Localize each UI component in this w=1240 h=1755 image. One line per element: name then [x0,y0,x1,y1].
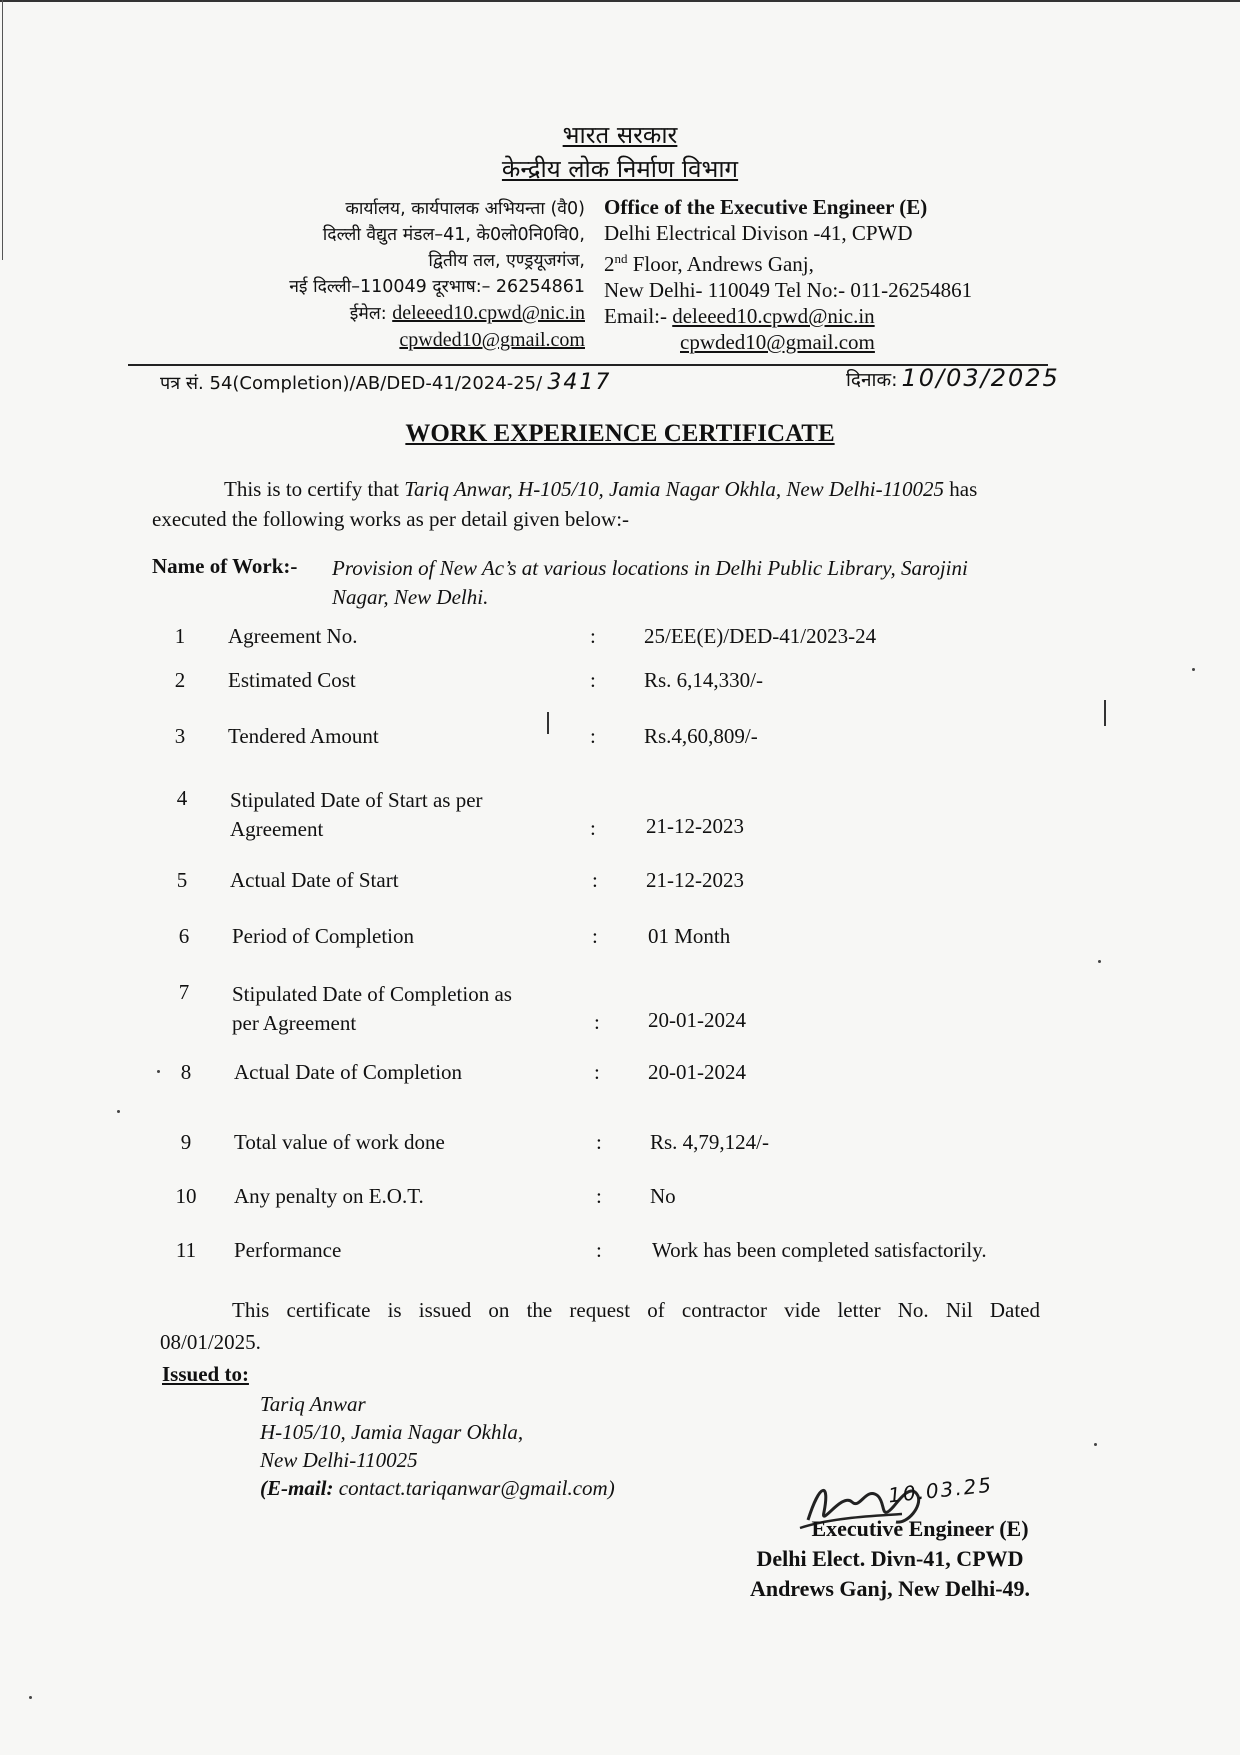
hindi-email-line [289,300,585,327]
english-address-block [604,194,972,355]
certificate-title: WORK EXPERIENCE CERTIFICATE [405,420,835,447]
hindi-email-link-1[interactable]: deleeed10.cpwd@nic.in [392,302,585,324]
english-email-label: Email:- [604,304,667,328]
intro-paragraph: This is to certify that Tariq Anwar, H-105/10, Jamia Nagar Okhla, New Delhi-110025 has executed the following works as per detail given below:- [152,477,978,531]
english-email-line [604,303,972,329]
name-of-work-label: Name of Work:- [152,554,298,578]
signatory-designation: Executive Engineer (E) [811,1516,1029,1541]
contractor-details: Tariq Anwar, H-105/10, Jamia Nagar Okhla, New Delhi-110025 [404,477,945,501]
scan-speck [117,1110,120,1113]
office-floor: 2nd Floor, Andrews Ganj, [604,251,814,276]
hindi-address-line: द्वितीय तल, एण्ड्रयूजगंज, [428,251,585,271]
recipient-address-2: New Delhi-110025 [260,1448,418,1472]
reference-line [160,370,611,395]
english-email-link-1[interactable]: deleeed10.cpwd@nic.in [672,304,875,328]
scan-mark [547,712,549,734]
scan-speck [29,1696,32,1699]
office-division: Delhi Electrical Divison -41, CPWD [604,221,913,245]
recipient-address-1: H-105/10, Jamia Nagar Okhla, [260,1420,524,1444]
signatory-block [680,1514,1100,1604]
date-label: दिनाक: [846,369,898,391]
recipient-name: Tariq Anwar [260,1392,366,1416]
signature-date-handwritten: 10.03.25 [887,1472,995,1508]
office-phone: New Delhi- 110049 Tel No:- 011-26254861 [604,278,973,302]
letter-number: पत्र सं. 54(Completion)/AB/DED-41/2024-25/ [160,373,543,394]
hindi-email-link-2[interactable]: cpwded10@gmail.com [399,329,585,351]
office-title: Office of the Executive Engineer (E) [604,195,928,219]
hindi-address-block [289,196,585,354]
letter-number-handwritten: 3417 [547,370,612,395]
hindi-email-label: ईमेल: [349,304,387,324]
department-heading: केन्द्रीय लोक निर्माण विभाग [501,155,739,183]
recipient-email: (E-mail: contact.tariqanwar@gmail.com) [260,1476,615,1500]
name-of-work-value: Provision of New Ac’s at various locations in Delhi Public Library, Sarojini Nagar, New Delhi. [332,556,968,609]
scan-speck [157,1070,160,1073]
scan-speck [1094,1443,1097,1446]
signatory-place: Andrews Ganj, New Delhi-49. [749,1576,1031,1601]
top-scan-border [0,0,1240,2]
signatory-division: Delhi Elect. Divn-41, CPWD [756,1546,1024,1571]
scan-mark [1104,700,1106,726]
hindi-address-line: कार्यालय, कार्यपालक अभियन्ता (वै0) [345,199,585,219]
hindi-address-line: दिल्ली वैद्युत मंडल–41, के0लो0नि0वि0, [322,225,585,245]
date-handwritten: 10/03/2025 [901,364,1060,392]
hindi-address-line: नई दिल्ली–110049 दूरभाष:– 26254861 [289,277,585,297]
closing-paragraph: This certificate is issued on the request of contractor vide letter No. Nil Dated 08/01/2025. [160,1298,1040,1354]
issued-to-address [260,1390,615,1502]
date-line [846,364,1060,392]
government-heading: भारत सरकार [562,121,678,149]
english-email-link-2[interactable]: cpwded10@gmail.com [680,330,875,354]
issued-to-label: Issued to: [162,1362,249,1386]
scan-speck [1098,960,1101,963]
scan-speck [1192,668,1195,671]
